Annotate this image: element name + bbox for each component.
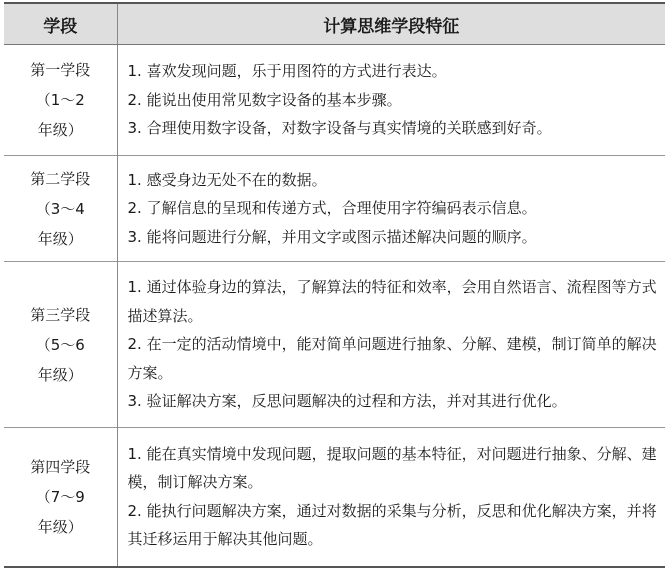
table-row	[4, 428, 665, 567]
table-row	[4, 45, 665, 156]
stage-range: （7～9	[35, 487, 85, 506]
feature-item: 1. 感受身边无处不在的数据。	[127, 170, 327, 189]
feature-cell	[117, 262, 665, 428]
stage-suffix: 年级）	[37, 121, 83, 139]
feature-item: 2. 在一定的活动情境中，能对简单问题进行抽象、分解、建模，制订简单的解决方案。	[127, 335, 657, 382]
feature-item: 1. 喜欢发现问题，乐于用图符的方式进行表达。	[127, 62, 447, 81]
feature-item: 1. 能在真实情境中发现问题，提取问题的基本特征，对问题进行抽象、分解、建模，制订解决方案。	[127, 444, 657, 492]
table-row	[4, 156, 665, 262]
stage-name: 第一学段	[30, 61, 91, 79]
feature-item: 2. 能说出使用常见数字设备的基本步骤。	[127, 90, 402, 109]
table-row	[4, 262, 665, 428]
feature-item: 1. 通过体验身边的算法，了解算法的特征和效率，会用自然语言、流程图等方式描述算法。	[127, 278, 657, 325]
stage-name: 第三学段	[30, 305, 91, 324]
stage-cell	[4, 45, 117, 156]
stage-suffix: 年级）	[37, 229, 83, 248]
feature-cell	[117, 45, 665, 156]
stage-name: 第二学段	[30, 169, 91, 188]
stage-cell	[4, 428, 117, 567]
feature-cell	[117, 156, 665, 262]
stage-range: （1～2	[35, 91, 85, 109]
feature-item: 3. 合理使用数字设备，对数字设备与真实情境的关联感到好奇。	[127, 119, 552, 138]
feature-cell	[117, 428, 665, 567]
header-stage: 学段	[4, 3, 117, 45]
header-feature: 计算思维学段特征	[117, 3, 665, 45]
stage-range: （3～4	[35, 199, 85, 218]
stage-suffix: 年级）	[37, 517, 83, 536]
feature-item: 2. 了解信息的呈现和传递方式，合理使用字符编码表示信息。	[127, 199, 537, 218]
feature-item: 3. 能将问题进行分解，并用文字或图示描述解决问题的顺序。	[127, 227, 537, 246]
stage-cell	[4, 156, 117, 262]
stage-feature-table	[4, 2, 665, 568]
feature-item: 3. 验证解决方案，反思问题解决的过程和方法，并对其进行优化。	[127, 392, 567, 411]
feature-item: 2. 能执行问题解决方案，通过对数据的采集与分析，反思和优化解决方案，并将其迁移运用于解决其他问题。	[127, 501, 657, 549]
header-row	[4, 3, 665, 45]
stage-cell	[4, 262, 117, 428]
stage-name: 第四学段	[30, 457, 91, 476]
stage-range: （5～6	[35, 335, 85, 354]
stage-suffix: 年级）	[37, 365, 83, 384]
